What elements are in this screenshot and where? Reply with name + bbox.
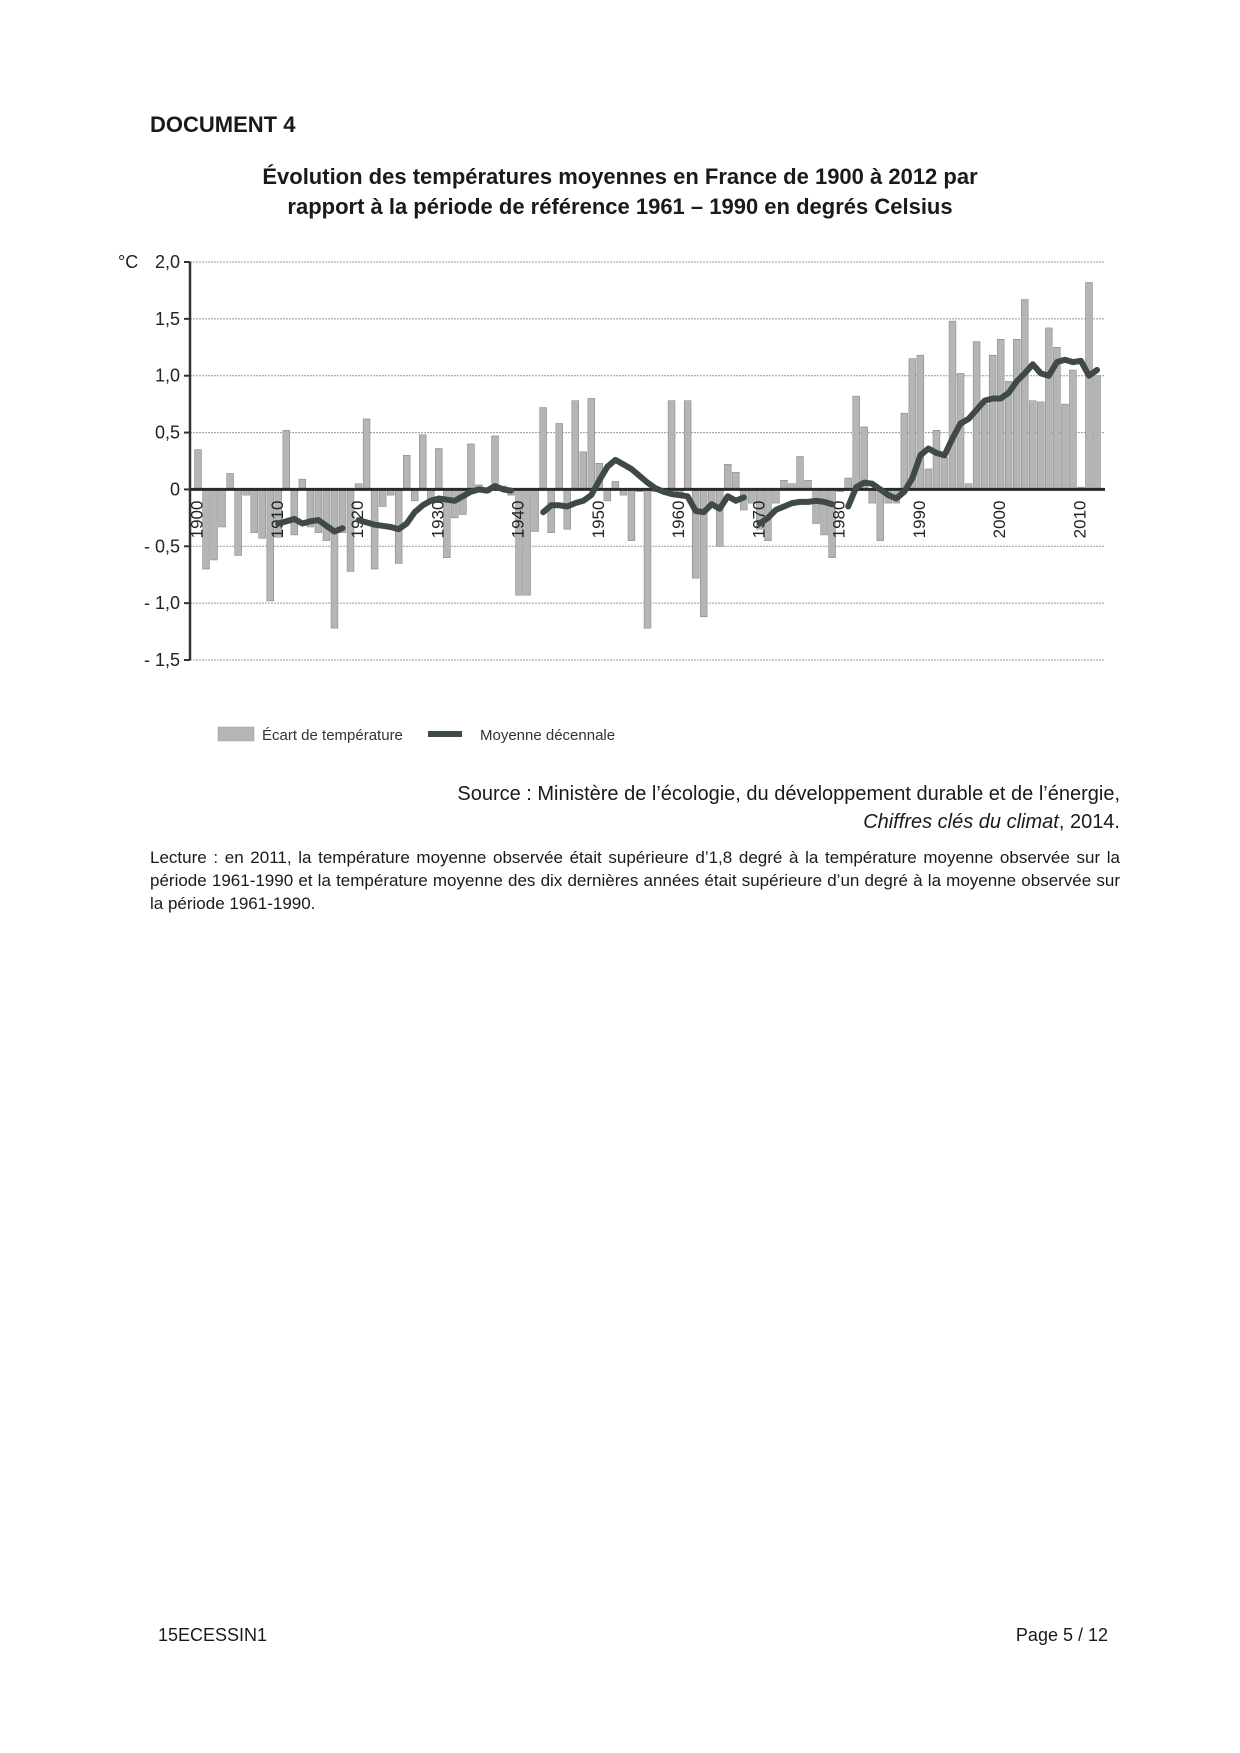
bar bbox=[588, 398, 595, 489]
bar bbox=[628, 489, 635, 540]
bar bbox=[732, 472, 739, 489]
source-year: , 2014. bbox=[1058, 811, 1120, 833]
bar bbox=[492, 436, 499, 489]
bar bbox=[419, 435, 426, 490]
legend-swatch-line bbox=[428, 731, 462, 737]
bar bbox=[716, 489, 723, 546]
page-number: Page 5 / 12 bbox=[1015, 1625, 1108, 1645]
bar bbox=[901, 413, 908, 489]
legend-label-bars: Écart de température bbox=[262, 727, 403, 744]
x-tick-label: 2000 bbox=[990, 500, 1010, 539]
x-tick-label: 2010 bbox=[1070, 500, 1090, 539]
bar bbox=[283, 430, 290, 489]
bar bbox=[925, 469, 932, 489]
y-tick-label: 1,5 bbox=[154, 308, 180, 329]
bar bbox=[773, 489, 780, 503]
x-tick-label: 1980 bbox=[829, 500, 849, 539]
y-tick-label: - 1,5 bbox=[143, 650, 180, 670]
x-tick-label: 1960 bbox=[669, 500, 689, 539]
chart-title-line-1: Évolution des températures moyennes en France de 1900 à 2012 par bbox=[262, 164, 978, 189]
bar bbox=[869, 489, 876, 503]
x-tick-label: 1900 bbox=[187, 500, 207, 539]
chart-title bbox=[190, 162, 1050, 222]
bar bbox=[363, 419, 370, 490]
bar bbox=[1029, 401, 1036, 490]
legend-label-line: Moyenne décennale bbox=[480, 727, 616, 744]
bar bbox=[331, 489, 338, 628]
source-note bbox=[457, 780, 1120, 836]
bar bbox=[684, 401, 691, 490]
bar bbox=[989, 355, 996, 489]
x-tick-label: 1920 bbox=[348, 500, 368, 539]
bar bbox=[981, 404, 988, 489]
x-tick-label: 1910 bbox=[267, 500, 287, 539]
bar bbox=[1094, 376, 1101, 490]
source-line-1: Source : Ministère de l’écologie, du développement durable et de l’énergie, bbox=[457, 783, 1120, 805]
bar bbox=[291, 489, 298, 534]
bar bbox=[941, 458, 948, 490]
bar bbox=[379, 489, 386, 506]
bar bbox=[251, 489, 258, 532]
y-tick-label: - 1,0 bbox=[143, 593, 180, 614]
y-tick-label: 0,5 bbox=[154, 422, 180, 443]
temperature-chart bbox=[110, 240, 1120, 760]
source-publication: Chiffres clés du climat bbox=[863, 811, 1059, 833]
bar bbox=[1045, 328, 1052, 489]
bar bbox=[195, 450, 202, 490]
bar bbox=[468, 444, 475, 489]
bar bbox=[403, 455, 410, 489]
bar bbox=[323, 489, 330, 540]
bar bbox=[435, 448, 442, 489]
bar bbox=[1061, 404, 1068, 489]
bar bbox=[644, 489, 651, 628]
bar bbox=[949, 321, 956, 489]
bar bbox=[821, 489, 828, 534]
chart-title-line-2: rapport à la période de référence 1961 – 1990 en degrés Celsius bbox=[287, 194, 953, 219]
bar bbox=[259, 489, 266, 538]
bar bbox=[227, 474, 234, 490]
bar bbox=[211, 489, 218, 560]
y-axis-unit: °C bbox=[118, 252, 139, 272]
bar bbox=[532, 489, 539, 531]
source-line-2 bbox=[457, 808, 1120, 836]
bar bbox=[1013, 339, 1020, 489]
bar bbox=[315, 489, 322, 532]
y-tick-label: 1,0 bbox=[154, 365, 180, 386]
bar bbox=[877, 489, 884, 540]
footer-code: 15ECESSIN1 bbox=[158, 1625, 268, 1645]
bar bbox=[540, 408, 547, 490]
x-tick-label: 1970 bbox=[749, 500, 769, 539]
lecture-text: Lecture : en 2011, la température moyenne observée était supérieure d’1,8 degré à la température moyenne observée sur la période 1961-1990 et la température moyenne des dix dernières années était supérieure d’un degré à la moyenne observée sur la période 1961-1990. bbox=[150, 848, 1120, 913]
bar bbox=[1037, 402, 1044, 490]
bar bbox=[411, 489, 418, 500]
bar bbox=[235, 489, 242, 555]
bar bbox=[1086, 282, 1093, 489]
x-tick-label: 1950 bbox=[588, 500, 608, 539]
x-tick-label: 1940 bbox=[508, 500, 528, 539]
y-tick-label: 2,0 bbox=[154, 252, 180, 272]
bar bbox=[299, 479, 306, 489]
bar bbox=[572, 401, 579, 490]
bar bbox=[371, 489, 378, 569]
bar bbox=[813, 489, 820, 523]
y-tick-label: - 0,5 bbox=[143, 536, 180, 557]
bar bbox=[797, 456, 804, 489]
bar bbox=[853, 396, 860, 489]
bar bbox=[1021, 300, 1028, 490]
bar bbox=[604, 489, 611, 500]
bar bbox=[933, 430, 940, 489]
bar bbox=[845, 478, 852, 489]
legend-swatch-bars bbox=[218, 727, 254, 741]
bar bbox=[580, 452, 587, 490]
bar bbox=[997, 339, 1004, 489]
bar bbox=[219, 489, 226, 527]
bar bbox=[668, 401, 675, 490]
bar bbox=[556, 423, 563, 489]
y-tick-label: 0 bbox=[169, 479, 180, 500]
bar bbox=[1069, 370, 1076, 489]
document-label: DOCUMENT 4 bbox=[150, 112, 296, 137]
x-tick-label: 1930 bbox=[428, 500, 448, 539]
bar bbox=[724, 464, 731, 489]
x-tick-label: 1990 bbox=[909, 500, 929, 539]
